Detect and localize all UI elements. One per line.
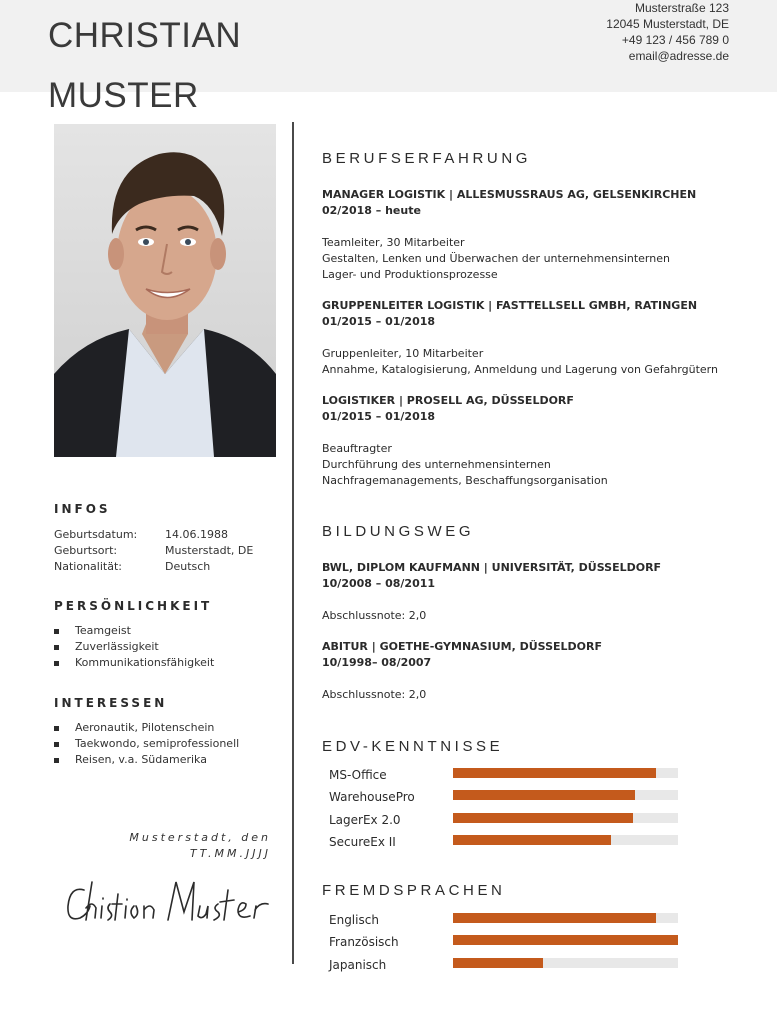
info-value: 14.06.1988 xyxy=(165,528,228,541)
interests-heading: INTERESSEN xyxy=(54,696,168,710)
skill-bar-track xyxy=(453,813,678,823)
date-line: TT.MM.JJJJ xyxy=(189,847,271,860)
entry-date: 01/2015 – 01/2018 xyxy=(322,410,436,423)
education-entry xyxy=(322,560,742,624)
info-value: Deutsch xyxy=(165,560,211,573)
education-heading: BILDUNGSWEG xyxy=(322,523,475,540)
language-bar-track xyxy=(453,958,678,968)
name-last: MUSTER xyxy=(48,76,199,115)
info-row-nationality xyxy=(54,559,253,575)
languages-list xyxy=(329,911,679,978)
entry-title: GRUPPENLEITER LOGISTIK | FASTTELLSELL GMBH, RATINGEN xyxy=(322,299,698,312)
infos-table xyxy=(54,527,253,575)
entry-tasks: Durchführung des unternehmensinternen Nachfragemanagements, Beschaffungsorganisation xyxy=(322,458,608,487)
skill-bar-fill xyxy=(453,768,656,778)
entry-title: MANAGER LOGISTIK | ALLESMUSSRAUS AG, GELSENKIRCHEN xyxy=(322,188,697,201)
personality-heading: PERSÖNLICHKEIT xyxy=(54,599,213,613)
infos-heading: INFOS xyxy=(54,502,111,516)
entry-role: Beauftragter xyxy=(322,442,392,455)
contact-street: Musterstraße 123 xyxy=(634,1,729,15)
entry-tasks: Annahme, Katalogisierung, Anmeldung und Lagerung von Gefahrgütern xyxy=(322,363,718,376)
info-row-birthplace xyxy=(54,543,253,559)
entry-date: 02/2018 – heute xyxy=(322,204,421,217)
entry-title: BWL, DIPLOM KAUFMANN | UNIVERSITÄT, DÜSSELDORF xyxy=(322,561,662,574)
interests-list xyxy=(54,720,239,768)
entry-title: LOGISTIKER | PROSELL AG, DÜSSELDORF xyxy=(322,394,574,407)
entry-description: Abschlussnote: 2,0 xyxy=(322,609,427,622)
contact-city: 12045 Musterstadt, DE xyxy=(606,17,729,31)
info-label: Nationalität: xyxy=(54,560,122,573)
entry-date: 01/2015 – 01/2018 xyxy=(322,315,436,328)
place-date xyxy=(129,830,271,862)
contact-block xyxy=(606,0,729,64)
skill-bar-fill xyxy=(453,835,611,845)
language-bar-track xyxy=(453,935,678,945)
entry-date: 10/2008 – 08/2011 xyxy=(322,577,436,590)
experience-entry xyxy=(322,187,742,283)
language-bar-fill xyxy=(453,913,656,923)
experience-entry xyxy=(322,393,742,489)
entry-description xyxy=(322,346,742,378)
list-item: Reisen, v.a. Südamerika xyxy=(54,752,239,768)
entry-title: ABITUR | GOETHE-GYMNASIUM, DÜSSELDORF xyxy=(322,640,602,653)
info-value: Musterstadt, DE xyxy=(165,544,254,557)
profile-photo xyxy=(54,124,276,457)
experience-heading: BERUFSERFAHRUNG xyxy=(322,150,532,167)
experience-entry xyxy=(322,298,742,378)
skill-label: LagerEx 2.0 xyxy=(329,812,401,827)
language-bar-track xyxy=(453,913,678,923)
applicant-name xyxy=(48,6,348,126)
info-label: Geburtsdatum: xyxy=(54,528,138,541)
list-item: Teamgeist xyxy=(54,623,214,639)
language-bar-fill xyxy=(453,958,543,968)
signature xyxy=(62,872,282,932)
entry-tasks: Gestalten, Lenken und Überwachen der unternehmensinternen Lager- und Produktionsprozesse xyxy=(322,252,670,281)
list-item: Taekwondo, semiprofessionell xyxy=(54,736,239,752)
skill-row xyxy=(329,788,679,810)
skill-bar-track xyxy=(453,768,678,778)
it-skills-list xyxy=(329,766,679,856)
list-item: Kommunikationsfähigkeit xyxy=(54,655,214,671)
language-label: Japanisch xyxy=(329,957,387,972)
skill-bar-track xyxy=(453,835,678,845)
skill-bar-track xyxy=(453,790,678,800)
languages-heading: FREMDSPRACHEN xyxy=(322,882,506,899)
name-first: CHRISTIAN xyxy=(48,16,242,55)
list-item: Zuverlässigkeit xyxy=(54,639,214,655)
language-label: Englisch xyxy=(329,913,379,927)
language-row xyxy=(329,956,679,978)
it-skills-heading: EDV-KENNTNISSE xyxy=(322,738,504,755)
skill-bar-fill xyxy=(453,790,635,800)
contact-phone: +49 123 / 456 789 0 xyxy=(621,33,729,47)
column-divider xyxy=(292,122,294,964)
language-row xyxy=(329,911,679,933)
entry-description xyxy=(322,441,742,489)
personality-list xyxy=(54,623,214,671)
language-label: Französisch xyxy=(329,935,399,950)
education-entry xyxy=(322,639,742,703)
language-bar-fill xyxy=(453,935,678,945)
info-row-birthdate xyxy=(54,527,253,543)
skill-label: SecureEx II xyxy=(329,835,396,850)
portrait-image xyxy=(54,124,276,457)
entry-role: Gruppenleiter, 10 Mitarbeiter xyxy=(322,347,484,360)
place-line: Musterstadt, den xyxy=(129,831,271,844)
info-label: Geburtsort: xyxy=(54,544,118,557)
list-item: Aeronautik, Pilotenschein xyxy=(54,720,239,736)
entry-description: Abschlussnote: 2,0 xyxy=(322,688,427,701)
skill-row xyxy=(329,766,679,788)
entry-description xyxy=(322,235,742,283)
skill-row xyxy=(329,833,679,855)
header xyxy=(0,0,777,115)
skill-bar-fill xyxy=(453,813,633,823)
contact-email[interactable]: email@adresse.de xyxy=(628,49,729,63)
entry-role: Teamleiter, 30 Mitarbeiter xyxy=(322,236,465,249)
skill-label: MS-Office xyxy=(329,768,387,782)
skill-label: WarehousePro xyxy=(329,790,415,805)
skill-row xyxy=(329,811,679,833)
language-row xyxy=(329,933,679,955)
entry-date: 10/1998– 08/2007 xyxy=(322,656,432,669)
